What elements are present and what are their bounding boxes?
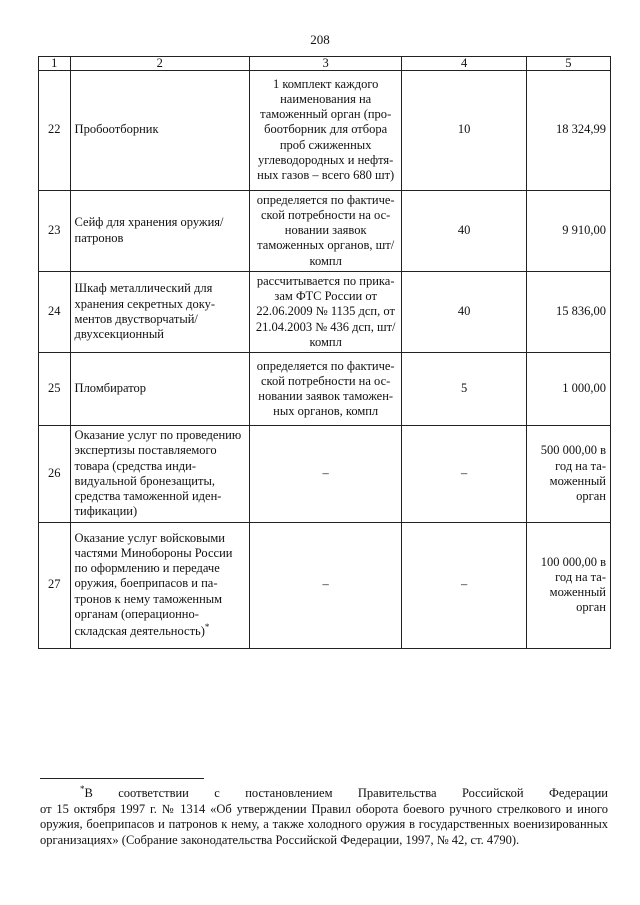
footnote-divider <box>40 778 204 779</box>
item-name: Сейф для хранения оружия/ патронов <box>70 190 249 271</box>
row-number: 22 <box>39 70 71 190</box>
item-price: 500 000,00 в год на таможенный орган <box>526 426 610 523</box>
table-row <box>39 70 611 190</box>
table-row <box>39 190 611 271</box>
item-norm: определяется по фактической потребности на основании заявок таможенных органов, компл <box>249 353 401 426</box>
table-row <box>39 426 611 523</box>
row-number: 23 <box>39 190 71 271</box>
item-price: 9 910,00 <box>526 190 610 271</box>
column-header-4: 4 <box>402 57 526 71</box>
item-price: 100 000,00 в год на таможенный орган <box>526 522 610 648</box>
column-header-1: 1 <box>39 57 71 71</box>
item-norm: определяется по фактической потребности на основании заявок таможенных органов, шт/компл <box>249 190 401 271</box>
item-term: 40 <box>402 271 526 352</box>
item-term: – <box>402 426 526 523</box>
item-term: 10 <box>402 70 526 190</box>
row-number: 24 <box>39 271 71 352</box>
item-term: 5 <box>402 353 526 426</box>
item-name: Оказание услуг войсковыми частями Минобороны России по оформлению и передаче оружия, боеприпасов и патронов к нему таможенным органам (операционно-складская деятельность) <box>74 530 233 639</box>
item-name: Пломбиратор <box>70 353 249 426</box>
item-name: Пробоотборник <box>70 70 249 190</box>
item-norm: – <box>249 426 401 523</box>
norms-table <box>38 56 611 649</box>
item-price: 15 836,00 <box>526 271 610 352</box>
item-name: Шкаф металлический для хранения секретных документов двустворчатый/ двухсекционный <box>70 271 249 352</box>
item-price: 1 000,00 <box>526 353 610 426</box>
footnote-first-line <box>40 784 608 802</box>
item-price: 18 324,99 <box>526 70 610 190</box>
row-number: 26 <box>39 426 71 523</box>
footnote-first-text: В соответствии с постановлением Правительства Российской Федерации <box>84 786 608 801</box>
column-header-3: 3 <box>249 57 401 71</box>
item-norm: рассчитывается по приказам ФТС России от 22.06.2009 № 1135 дсп, от 21.04.2003 № 436 дсп, шт/компл <box>249 271 401 352</box>
column-header-5: 5 <box>526 57 610 71</box>
item-norm: – <box>249 522 401 648</box>
row-number: 27 <box>39 522 71 648</box>
footnote-text: от 15 октября 1997 г. № 1314 «Об утверждении Правил оборота боевого ручного стрелкового и иного оружия, боеприпасов и патронов к нему, а также холодного оружия в государственных военизированных организациях» (Собрание законодательства Российской Федерации, 1997, № 42, ст. 4790). <box>40 801 608 848</box>
item-name: Оказание услуг по проведению экспертизы поставляемого товара (средства индивидуальной бронезащиты, средства таможенной идентификации) <box>70 426 249 523</box>
table-row <box>39 353 611 426</box>
header-row <box>39 57 611 71</box>
item-norm: 1 комплект каждого наименования на таможенный орган (пробоотборник для отбора проб сжиженных углеводородных и нефтяных газов – всего 680 шт) <box>249 70 401 190</box>
item-term: – <box>402 522 526 648</box>
footnote-mark: * <box>80 784 85 794</box>
table-row <box>39 522 611 648</box>
page-number: 208 <box>310 32 330 47</box>
row-number: 25 <box>39 353 71 426</box>
footnote <box>40 784 608 849</box>
column-header-2: 2 <box>70 57 249 71</box>
item-name-cell <box>70 522 249 648</box>
table-row <box>39 271 611 352</box>
item-term: 40 <box>402 190 526 271</box>
footnote-marker: * <box>204 622 210 633</box>
